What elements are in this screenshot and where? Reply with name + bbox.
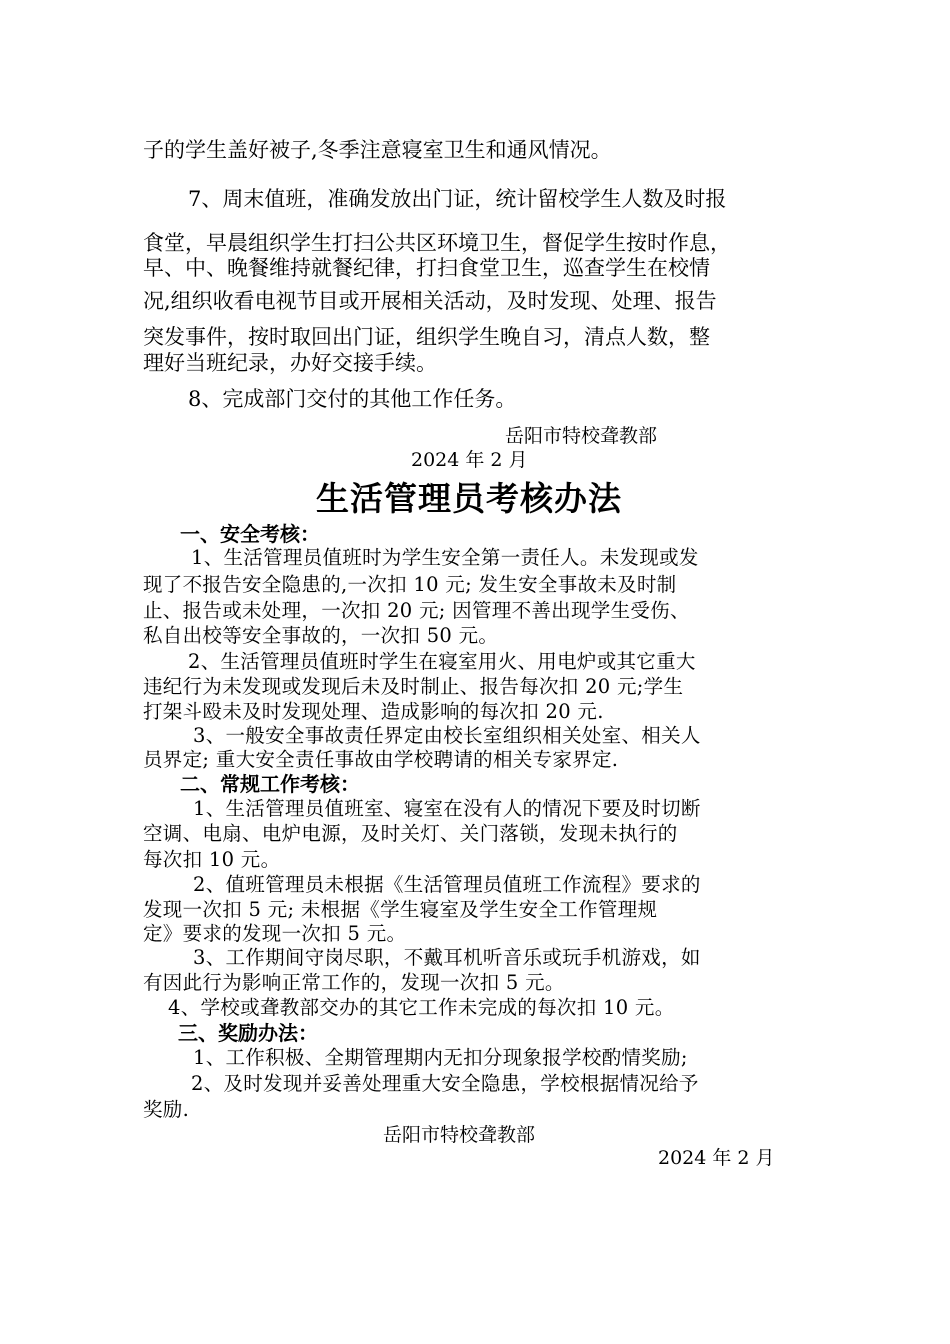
section-heading: 二、常规工作考核： [180,772,360,796]
body-line: 3、一般安全事故责任界定由校长室组织相关处室、相关人 [193,724,701,747]
body-line: 1、生活管理员值班室、寝室在没有人的情况下要及时切断 [193,797,701,820]
signature-org: 岳阳市特校聋教部 [383,1124,536,1146]
body-line: 4、学校或聋教部交办的其它工作未完成的每次扣 10 元。 [168,996,675,1019]
body-line: 有因此行为影响正常工作的，发现一次扣 5 元。 [143,971,565,994]
body-line: 子的学生盖好被子,冬季注意寝室卫生和通风情况。 [143,138,612,162]
body-line: 早、中、晚餐维持就餐纪律，打扫食堂卫生，巡查学生在校情 [143,256,710,280]
section-heading: 一、安全考核： [180,522,320,546]
body-line: 发现一次扣 5 元; 未根据《学生寝室及学生安全工作管理规 [143,898,658,921]
body-line: 1、工作积极、全期管理期内无扣分现象报学校酌情奖励; [193,1046,688,1069]
signature-date: 2024 年 2 月 [411,449,528,471]
body-line: 违纪行为未发现或发现后未及时制止、报告每次扣 20 元;学生 [143,675,684,698]
body-line: 1、生活管理员值班时为学生安全第一责任人。未发现或发 [191,546,699,569]
body-line: 现了不报告安全隐患的,一次扣 10 元; 发生安全事故未及时制 [143,573,677,596]
body-line: 奖励. [143,1098,190,1121]
body-line: 况,组织收看电视节目或开展相关活动，及时发现、处理、报告 [143,289,717,313]
body-line: 食堂，早晨组织学生打扫公共区环境卫生，督促学生按时作息， [143,231,731,255]
body-line: 止、报告或未处理，一次扣 20 元; 因管理不善出现学生受伤、 [143,599,690,622]
document-title: 生活管理员考核办法 [316,479,622,518]
body-line: 突发事件，按时取回出门证，组织学生晚自习，清点人数，整 [143,325,710,349]
body-line: 员界定; 重大安全责任事故由学校聘请的相关专家界定. [143,748,619,771]
body-line: 2、值班管理员未根据《生活管理员值班工作流程》要求的 [193,873,701,896]
body-line: 7、周末值班，准确发放出门证，统计留校学生人数及时报 [188,187,727,211]
body-line: 2、生活管理员值班时学生在寝室用火、用电炉或其它重大 [188,650,696,673]
body-line: 定》要求的发现一次扣 5 元。 [143,922,407,945]
body-line: 打架斗殴未及时发现处理、造成影响的每次扣 20 元. [143,700,604,723]
body-line: 2、及时发现并妥善处理重大安全隐患，学校根据情况给予 [191,1072,699,1095]
body-line: 私自出校等安全事故的，一次扣 50 元。 [143,624,499,647]
signature-org: 岳阳市特校聋教部 [505,425,658,447]
body-line: 每次扣 10 元。 [143,848,281,871]
body-line: 理好当班纪录，办好交接手续。 [143,351,437,375]
signature-date: 2024 年 2 月 [658,1147,775,1169]
section-heading: 三、奖励办法： [178,1021,318,1045]
body-line: 空调、电扇、电炉电源，及时关灯、关门落锁，发现未执行的 [143,822,678,845]
body-line: 8、完成部门交付的其他工作任务。 [188,387,517,411]
body-line: 3、工作期间守岗尽职，不戴耳机听音乐或玩手机游戏，如 [193,946,701,969]
